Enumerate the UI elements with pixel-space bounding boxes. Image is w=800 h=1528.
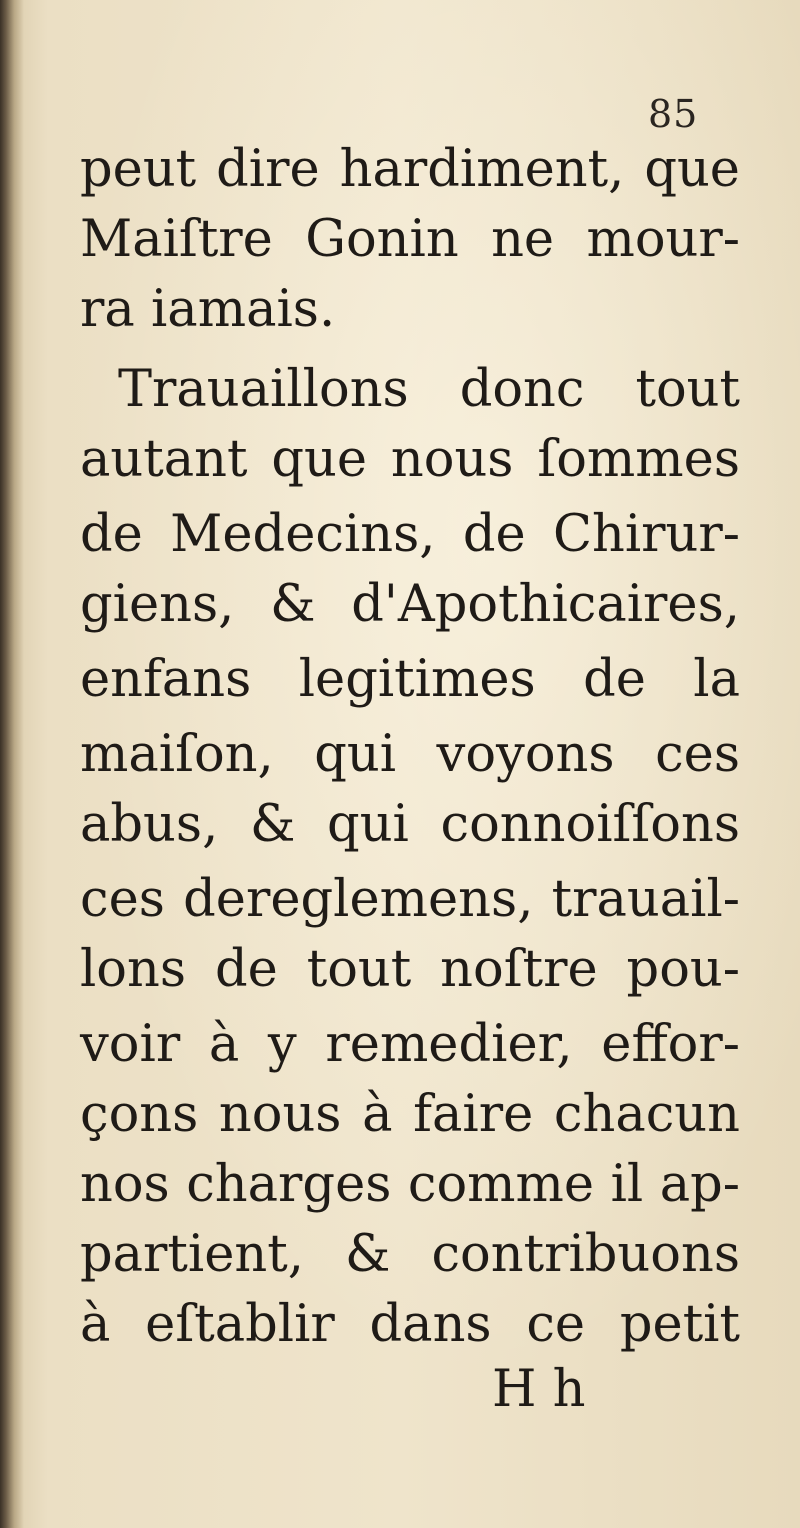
text-line-9: maiſon, qui voyons ces	[80, 725, 740, 784]
text-line-6: de Medecins, de Chirur-	[80, 505, 740, 564]
text-line-3: ra iamais.	[80, 280, 336, 339]
text-line-8: enfans legitimes de la	[80, 650, 740, 709]
text-line-11: ces dereglemens, trauail-	[80, 870, 740, 929]
text-line-7: giens, & d'Apothicaires,	[80, 575, 740, 634]
text-line-10: abus, & qui connoiſſons	[80, 795, 740, 854]
text-line-4: Trauaillons donc tout	[118, 360, 740, 419]
binding-gutter	[0, 0, 24, 1528]
text-line-2: Maiſtre Gonin ne mour-	[80, 210, 740, 269]
text-line-1: peut dire hardiment, que	[80, 140, 740, 199]
text-line-13: voir à y remedier, effor-	[80, 1015, 740, 1074]
signature-mark: H h	[492, 1360, 586, 1419]
text-line-15: nos charges comme il ap-	[80, 1155, 740, 1214]
page-number: 85	[648, 92, 699, 136]
text-line-17: à eſtablir dans ce petit	[80, 1295, 740, 1354]
text-line-16: partient, & contribuons	[80, 1225, 740, 1284]
text-line-12: lons de tout noſtre pou-	[80, 940, 740, 999]
text-line-5: autant que nous ſommes	[80, 430, 740, 489]
text-line-14: çons nous à faire chacun	[80, 1085, 740, 1144]
